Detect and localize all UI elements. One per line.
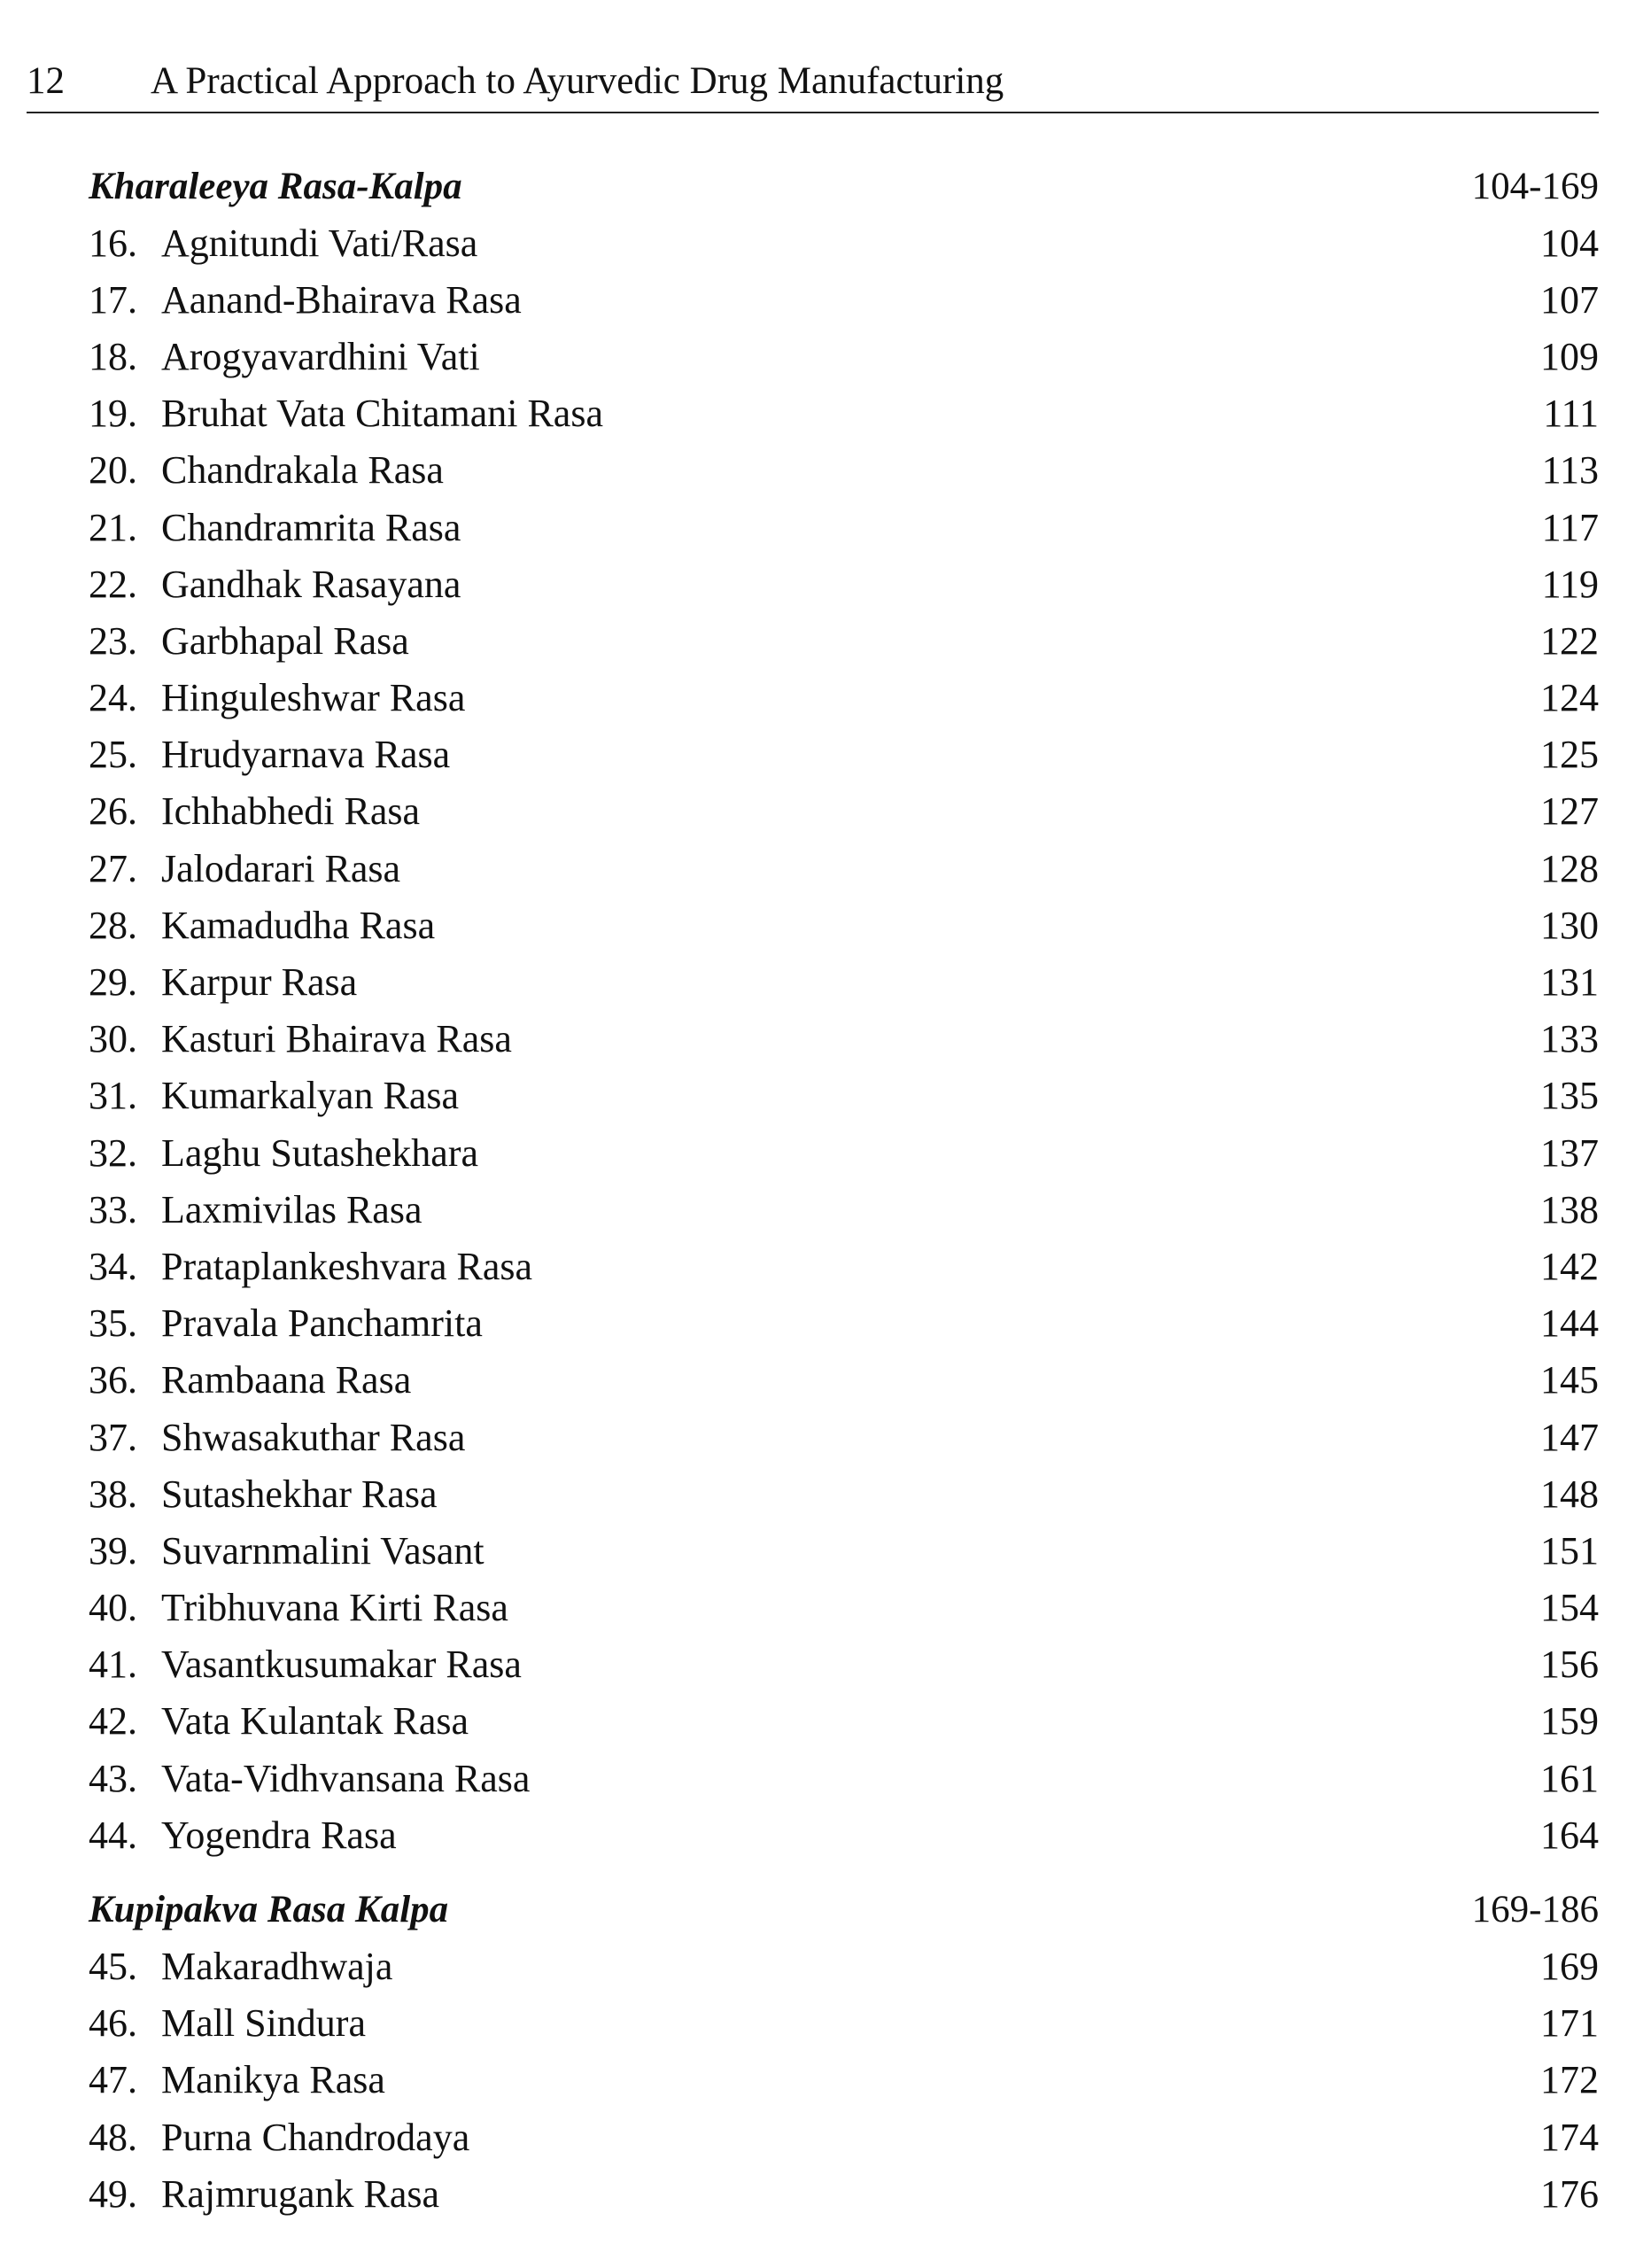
entry-number: 37. bbox=[89, 1415, 137, 1459]
entry-number: 16. bbox=[89, 221, 137, 265]
toc-entry bbox=[89, 1409, 1599, 1465]
toc-entry bbox=[89, 1806, 1599, 1863]
entry-title-group bbox=[89, 959, 357, 1005]
entry-number: 32. bbox=[89, 1130, 137, 1175]
entry-page-number: 176 bbox=[1540, 2171, 1599, 2216]
entry-title-group bbox=[89, 391, 603, 436]
entry-title-group bbox=[89, 1130, 478, 1176]
entry-title-group bbox=[89, 1756, 530, 1801]
entry-title-group bbox=[89, 618, 409, 664]
entry-name: Kamadudha Rasa bbox=[161, 903, 436, 947]
toc-entry bbox=[89, 442, 1599, 499]
entry-name: Kumarkalyan Rasa bbox=[161, 1074, 459, 1118]
entry-number: 46. bbox=[89, 2001, 137, 2046]
entry-number: 39. bbox=[89, 1528, 137, 1573]
section-page-range: 169-186 bbox=[1471, 1888, 1599, 1930]
entry-name: Jalodarari Rasa bbox=[161, 846, 400, 890]
entry-number: 30. bbox=[89, 1017, 137, 1061]
entry-number: 33. bbox=[89, 1187, 137, 1231]
entry-page-number: 171 bbox=[1540, 2001, 1599, 2046]
entry-page-number: 156 bbox=[1540, 1643, 1599, 1687]
entry-page-number: 119 bbox=[1541, 562, 1599, 606]
entry-title-group bbox=[89, 1472, 438, 1517]
entry-page-number: 125 bbox=[1540, 733, 1599, 777]
entry-page-number: 164 bbox=[1540, 1813, 1599, 1857]
section-title: Kharaleeya Rasa-Kalpa bbox=[89, 165, 462, 207]
entry-page-number: 127 bbox=[1540, 789, 1599, 834]
toc-entry bbox=[89, 1295, 1599, 1352]
entry-title-group bbox=[89, 1528, 484, 1573]
entry-name: Arogyavardhini Vati bbox=[161, 334, 480, 378]
toc-entry bbox=[89, 328, 1599, 384]
toc-entry bbox=[89, 840, 1599, 897]
entry-name: Garbhapal Rasa bbox=[161, 618, 409, 663]
toc-entry bbox=[89, 670, 1599, 726]
entry-title-group bbox=[89, 732, 450, 777]
entry-number: 24. bbox=[89, 676, 137, 720]
entry-name: Shwasakuthar Rasa bbox=[161, 1415, 466, 1459]
toc-entry bbox=[89, 385, 1599, 442]
entry-page-number: 137 bbox=[1540, 1130, 1599, 1175]
entry-number: 25. bbox=[89, 733, 137, 777]
entry-number: 49. bbox=[89, 2171, 137, 2216]
entry-number: 48. bbox=[89, 2115, 137, 2159]
entry-page-number: 154 bbox=[1540, 1586, 1599, 1630]
entry-page-number: 133 bbox=[1540, 1017, 1599, 1061]
entry-title-group bbox=[89, 2115, 469, 2160]
entry-name: Tribhuvana Kirti Rasa bbox=[161, 1586, 508, 1630]
entry-page-number: 159 bbox=[1540, 1699, 1599, 1744]
book-title: A Practical Approach to Ayurvedic Drug Manufacturing bbox=[151, 60, 1004, 102]
entry-name: Purna Chandrodaya bbox=[161, 2115, 470, 2159]
page-number: 12 bbox=[27, 60, 65, 102]
section-page-range: 104-169 bbox=[1471, 165, 1599, 207]
entry-name: Gandhak Rasayana bbox=[161, 562, 461, 606]
entry-title-group bbox=[89, 1016, 512, 1061]
entry-page-number: 130 bbox=[1540, 903, 1599, 947]
entry-title-group bbox=[89, 505, 461, 550]
entry-title-group bbox=[89, 1357, 411, 1402]
entry-name: Rambaana Rasa bbox=[161, 1358, 412, 1402]
entry-number: 17. bbox=[89, 277, 137, 322]
entry-name: Vasantkusumakar Rasa bbox=[161, 1643, 522, 1687]
entry-page-number: 117 bbox=[1541, 505, 1599, 549]
entry-number: 40. bbox=[89, 1586, 137, 1630]
toc-entry bbox=[89, 2165, 1599, 2222]
entry-number: 34. bbox=[89, 1244, 137, 1288]
entry-page-number: 151 bbox=[1540, 1528, 1599, 1573]
toc-entry bbox=[89, 1011, 1599, 1068]
entry-name: Kasturi Bhairava Rasa bbox=[161, 1017, 512, 1061]
header-rule bbox=[27, 112, 1599, 113]
entry-number: 38. bbox=[89, 1472, 137, 1516]
entry-number: 26. bbox=[89, 789, 137, 834]
entry-number: 44. bbox=[89, 1813, 137, 1857]
entry-name: Pravala Panchamrita bbox=[161, 1301, 483, 1346]
toc-entry bbox=[89, 1938, 1599, 1994]
entry-title-group bbox=[89, 1187, 422, 1232]
entry-name: Manikya Rasa bbox=[161, 2058, 385, 2102]
entry-page-number: 172 bbox=[1540, 2058, 1599, 2102]
entry-number: 36. bbox=[89, 1358, 137, 1402]
section-heading bbox=[89, 1881, 1599, 1938]
entry-page-number: 145 bbox=[1540, 1358, 1599, 1402]
entry-page-number: 124 bbox=[1540, 676, 1599, 720]
entry-page-number: 147 bbox=[1540, 1415, 1599, 1459]
entry-title-group bbox=[89, 221, 477, 266]
entry-page-number: 131 bbox=[1540, 960, 1599, 1005]
entry-title-group bbox=[89, 1813, 397, 1858]
entry-number: 21. bbox=[89, 505, 137, 549]
entry-number: 28. bbox=[89, 903, 137, 947]
entry-name: Aanand-Bhairava Rasa bbox=[161, 277, 522, 322]
toc-entry bbox=[89, 271, 1599, 328]
entry-name: Vata Kulantak Rasa bbox=[161, 1699, 469, 1744]
entry-name: Chandrakala Rasa bbox=[161, 448, 444, 493]
contents-list bbox=[89, 158, 1599, 2222]
entry-title-group bbox=[89, 1415, 465, 1460]
entry-name: Rajmrugank Rasa bbox=[161, 2171, 440, 2216]
entry-name: Hrudyarnava Rasa bbox=[161, 733, 451, 777]
entry-name: Suvarnmalini Vasant bbox=[161, 1528, 484, 1573]
toc-entry bbox=[89, 1522, 1599, 1579]
entry-number: 23. bbox=[89, 618, 137, 663]
section-heading bbox=[89, 158, 1599, 214]
entry-name: Laxmivilas Rasa bbox=[161, 1187, 422, 1231]
entry-name: Hinguleshwar Rasa bbox=[161, 676, 466, 720]
toc-entry bbox=[89, 783, 1599, 840]
entry-name: Chandramrita Rasa bbox=[161, 505, 461, 549]
toc-entry bbox=[89, 1068, 1599, 1124]
entry-number: 41. bbox=[89, 1643, 137, 1687]
toc-entry bbox=[89, 726, 1599, 783]
entry-name: Laghu Sutashekhara bbox=[161, 1130, 478, 1175]
entry-page-number: 138 bbox=[1540, 1187, 1599, 1231]
entry-name: Ichhabhedi Rasa bbox=[161, 789, 420, 834]
entry-title-group bbox=[89, 2171, 439, 2217]
entry-name: Prataplankeshvara Rasa bbox=[161, 1244, 533, 1288]
entry-name: Vata-Vidhvansana Rasa bbox=[161, 1756, 531, 1800]
entry-name: Sutashekhar Rasa bbox=[161, 1472, 438, 1516]
entry-page-number: 128 bbox=[1540, 846, 1599, 890]
toc-entry bbox=[89, 1750, 1599, 1806]
entry-title-group bbox=[89, 2000, 366, 2046]
entry-title-group bbox=[89, 1642, 522, 1687]
toc-entry bbox=[89, 1693, 1599, 1750]
entry-number: 45. bbox=[89, 1945, 137, 1989]
toc-entry bbox=[89, 499, 1599, 555]
entry-title-group bbox=[89, 1301, 483, 1346]
entry-title-group bbox=[89, 1944, 392, 1989]
entry-number: 43. bbox=[89, 1756, 137, 1800]
entry-title-group bbox=[89, 1698, 469, 1744]
entry-page-number: 148 bbox=[1540, 1472, 1599, 1516]
entry-number: 22. bbox=[89, 562, 137, 606]
entry-page-number: 104 bbox=[1540, 221, 1599, 265]
entry-title-group bbox=[89, 1585, 508, 1630]
entry-page-number: 109 bbox=[1540, 334, 1599, 378]
entry-title-group bbox=[89, 334, 480, 379]
toc-entry bbox=[89, 1636, 1599, 1693]
entry-page-number: 142 bbox=[1540, 1244, 1599, 1288]
entry-number: 29. bbox=[89, 960, 137, 1005]
toc-entry bbox=[89, 1238, 1599, 1294]
entry-page-number: 174 bbox=[1540, 2115, 1599, 2159]
toc-entry bbox=[89, 897, 1599, 953]
section-title: Kupipakva Rasa Kalpa bbox=[89, 1888, 449, 1930]
entry-number: 20. bbox=[89, 448, 137, 493]
entry-number: 27. bbox=[89, 846, 137, 890]
entry-number: 31. bbox=[89, 1074, 137, 1118]
running-header bbox=[27, 55, 1599, 108]
entry-page-number: 144 bbox=[1540, 1301, 1599, 1346]
entry-page-number: 107 bbox=[1540, 277, 1599, 322]
entry-name: Yogendra Rasa bbox=[161, 1813, 397, 1857]
entry-page-number: 135 bbox=[1540, 1074, 1599, 1118]
toc-entry bbox=[89, 2109, 1599, 2165]
toc-entry bbox=[89, 555, 1599, 612]
entry-page-number: 169 bbox=[1540, 1945, 1599, 1989]
toc-entry bbox=[89, 953, 1599, 1010]
entry-number: 42. bbox=[89, 1699, 137, 1744]
entry-name: Mall Sindura bbox=[161, 2001, 366, 2046]
toc-entry bbox=[89, 1124, 1599, 1181]
entry-title-group bbox=[89, 447, 444, 493]
entry-name: Karpur Rasa bbox=[161, 960, 358, 1005]
toc-entry bbox=[89, 1580, 1599, 1636]
toc-entry bbox=[89, 612, 1599, 669]
toc-entry bbox=[89, 214, 1599, 271]
toc-entry bbox=[89, 1181, 1599, 1238]
entry-page-number: 113 bbox=[1541, 448, 1599, 493]
entry-number: 35. bbox=[89, 1301, 137, 1346]
entry-title-group bbox=[89, 788, 420, 834]
entry-title-group bbox=[89, 846, 400, 891]
entry-title-group bbox=[89, 2057, 385, 2102]
toc-entry bbox=[89, 1465, 1599, 1522]
entry-number: 47. bbox=[89, 2058, 137, 2102]
entry-name: Agnitundi Vati/Rasa bbox=[161, 221, 478, 265]
entry-page-number: 111 bbox=[1543, 392, 1599, 436]
entry-number: 19. bbox=[89, 392, 137, 436]
entry-title-group bbox=[89, 277, 522, 322]
entry-title-group bbox=[89, 675, 465, 720]
toc-entry bbox=[89, 1995, 1599, 2052]
toc-entry bbox=[89, 1352, 1599, 1409]
entry-page-number: 161 bbox=[1540, 1756, 1599, 1800]
entry-name: Makaradhwaja bbox=[161, 1945, 393, 1989]
toc-entry bbox=[89, 2052, 1599, 2109]
entry-name: Bruhat Vata Chitamani Rasa bbox=[161, 392, 603, 436]
entry-title-group bbox=[89, 562, 461, 607]
entry-title-group bbox=[89, 1244, 532, 1289]
entry-title-group bbox=[89, 1073, 459, 1118]
entry-page-number: 122 bbox=[1540, 618, 1599, 663]
entry-title-group bbox=[89, 903, 435, 948]
entry-number: 18. bbox=[89, 334, 137, 378]
